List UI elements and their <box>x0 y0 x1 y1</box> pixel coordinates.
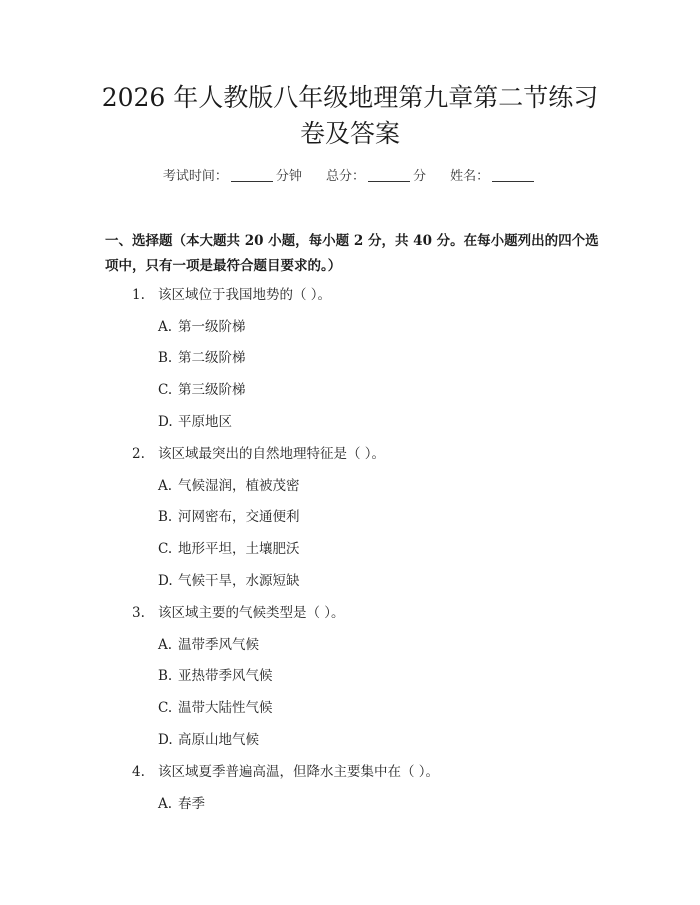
exam-time-blank[interactable] <box>231 181 273 182</box>
total-score <box>326 165 426 184</box>
page-title-line-2: 卷及答案 <box>299 119 400 148</box>
question-1-option-a[interactable] <box>158 315 246 335</box>
option-letter: D. <box>158 414 173 430</box>
option-text: 第一级阶梯 <box>178 319 246 335</box>
option-text: 气候干旱，水源短缺 <box>178 573 300 589</box>
option-letter: A. <box>158 796 173 812</box>
option-letter: C. <box>158 541 173 557</box>
question-2-option-b[interactable] <box>158 505 300 525</box>
question-text: 该区域夏季普遍高温，但降水主要集中在（ ）。 <box>158 764 440 780</box>
student-name-label: 姓名： <box>450 169 490 184</box>
option-letter: B. <box>158 350 173 366</box>
question-2-option-c[interactable] <box>158 537 300 557</box>
option-text: 温带大陆性气候 <box>178 700 273 716</box>
option-letter: D. <box>158 573 173 589</box>
student-name <box>450 165 537 184</box>
option-letter: C. <box>158 700 173 716</box>
question-4 <box>132 760 439 780</box>
option-letter: B. <box>158 509 173 525</box>
question-3-option-c[interactable] <box>158 696 273 716</box>
section-heading-line-2: 项中，只有一项是最符合题目要求的。） <box>105 258 342 274</box>
question-2-option-d[interactable] <box>158 569 300 589</box>
question-text: 该区域主要的气候类型是（ ）。 <box>158 605 345 621</box>
option-text: 第二级阶梯 <box>178 350 246 366</box>
student-name-blank[interactable] <box>492 181 534 182</box>
question-2 <box>132 442 385 462</box>
total-score-label: 总分： <box>325 169 365 184</box>
exam-time-unit: 分钟 <box>275 169 302 184</box>
question-1 <box>132 283 331 303</box>
question-3-option-a[interactable] <box>158 633 259 653</box>
question-text: 该区域位于我国地势的（ ）。 <box>158 287 332 303</box>
question-4-option-a[interactable] <box>158 792 205 812</box>
option-text: 高原山地气候 <box>178 732 259 748</box>
question-1-option-d[interactable] <box>158 410 232 430</box>
question-number: 4. <box>132 764 145 780</box>
option-text: 平原地区 <box>178 414 232 430</box>
option-text: 河网密布，交通便利 <box>178 509 300 525</box>
option-text: 亚热带季风气候 <box>178 668 273 684</box>
total-score-unit: 分 <box>413 169 427 184</box>
option-text: 温带季风气候 <box>178 637 259 653</box>
exam-meta <box>0 165 700 184</box>
section-heading-line-1: 一、选择题（本大题共 20 小题，每小题 2 分，共 40 分。在每小题列出的四个选 <box>105 233 599 249</box>
question-number: 1. <box>132 287 145 303</box>
question-1-option-c[interactable] <box>158 378 246 398</box>
total-score-blank[interactable] <box>368 181 410 182</box>
question-text: 该区域最突出的自然地理特征是（ ）。 <box>158 446 386 462</box>
question-3-option-b[interactable] <box>158 664 273 684</box>
question-number: 2. <box>132 446 145 462</box>
option-text: 春季 <box>178 796 205 812</box>
question-1-option-b[interactable] <box>158 346 246 366</box>
option-letter: D. <box>158 732 173 748</box>
question-2-option-a[interactable] <box>158 474 300 494</box>
page-title-line-1: 2026 年人教版八年级地理第九章第二节练习 <box>101 83 599 112</box>
question-3-option-d[interactable] <box>158 728 259 748</box>
question-3 <box>132 601 345 621</box>
exam-time <box>163 165 302 184</box>
option-letter: A. <box>158 637 173 653</box>
option-text: 第三级阶梯 <box>178 382 246 398</box>
option-text: 气候湿润，植被茂密 <box>178 478 300 494</box>
option-text: 地形平坦，土壤肥沃 <box>178 541 300 557</box>
question-number: 3. <box>132 605 145 621</box>
option-letter: B. <box>158 668 173 684</box>
option-letter: A. <box>158 319 173 335</box>
exam-time-label: 考试时间： <box>162 169 228 184</box>
option-letter: C. <box>158 382 173 398</box>
option-letter: A. <box>158 478 173 494</box>
